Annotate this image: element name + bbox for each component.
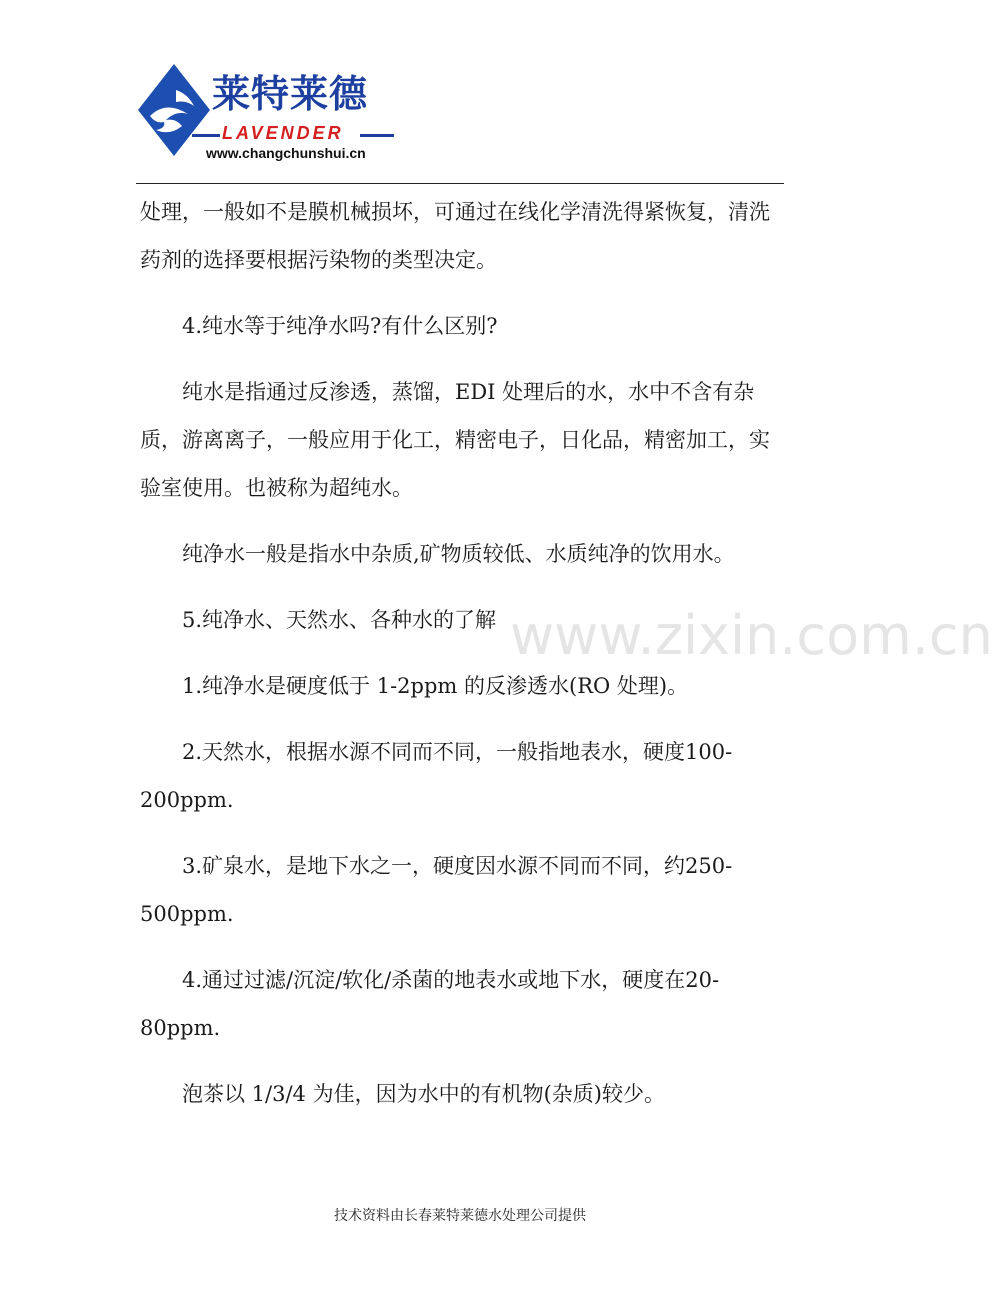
brand-english-name: LAVENDER <box>222 123 344 143</box>
paragraph-item-1: 1.纯净水是硬度低于 1-2ppm 的反渗透水(RO 处理)。 <box>182 674 689 698</box>
header-divider <box>136 183 784 184</box>
watermark: www.zixin.com.cn <box>510 604 993 667</box>
paragraph-question-4: 4.纯水等于纯净水吗?有什么区别? <box>182 314 498 338</box>
brand-rule-left <box>192 134 220 137</box>
paragraph-item-4: 4.通过过滤/沉淀/软化/杀菌的地表水或地下水，硬度在20-80ppm. <box>140 968 720 1040</box>
page-footer: 技术资料由长春莱特莱德水处理公司提供 <box>334 1208 586 1224</box>
page-header <box>136 60 786 184</box>
brand-chinese-name: 莱特莱德 <box>212 72 369 116</box>
paragraph-purified-water: 纯净水一般是指水中杂质,矿物质较低、水质纯净的饮用水。 <box>182 542 735 566</box>
paragraph-item-3: 3.矿泉水，是地下水之一，硬度因水源不同而不同，约250-500ppm. <box>140 854 733 926</box>
paragraph-heading-5: 5.纯净水、天然水、各种水的了解 <box>182 608 497 632</box>
paragraph-cleaning: 处理，一般如不是膜机械损坏，可通过在线化学清洗得紧恢复，清洗药剂的选择要根据污染物的类型决定。 <box>140 200 770 272</box>
paragraph-tea: 泡茶以 1/3/4 为佳，因为水中的有机物(杂质)较少。 <box>182 1082 665 1106</box>
brand-url: www.changchunshui.cn <box>206 145 366 161</box>
paragraph-pure-water: 纯水是指通过反渗透，蒸馏，EDI 处理后的水，水中不含有杂质，游离离子，一般应用于化工，精密电子，日化品，精密加工，实验室使用。也被称为超纯水。 <box>140 380 770 500</box>
company-logo-icon <box>136 60 212 160</box>
brand-rule-right <box>360 134 394 137</box>
paragraph-item-2: 2.天然水，根据水源不同而不同，一般指地表水，硬度100-200ppm. <box>140 740 733 812</box>
